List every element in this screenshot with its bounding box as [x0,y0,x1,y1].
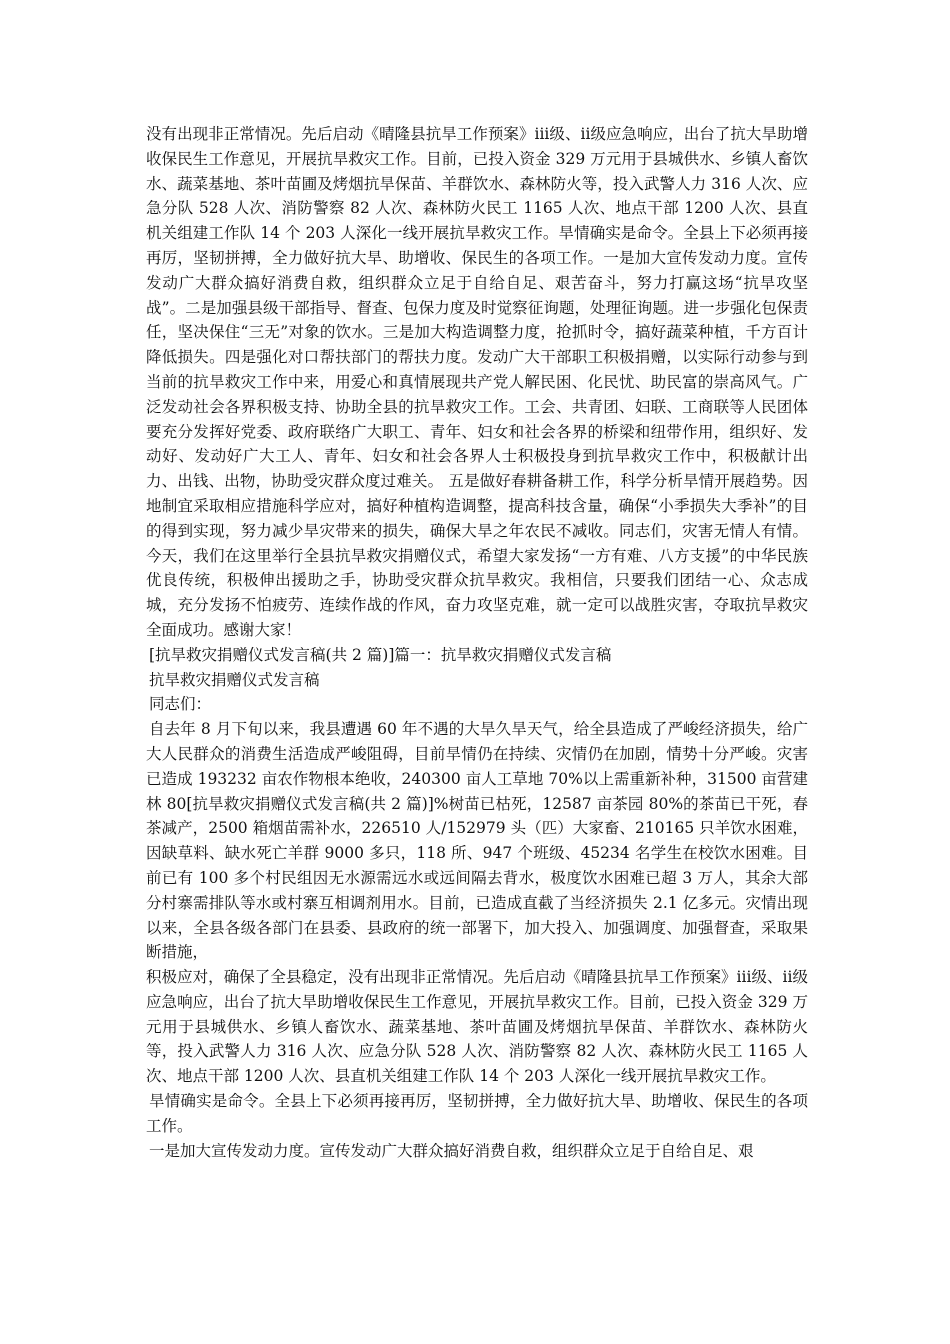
paragraph-article-heading: [抗旱救灾捐赠仪式发言稿(共 2 篇)]篇一：抗旱救灾捐赠仪式发言稿 [149,645,612,664]
document-page [146,122,808,1163]
paragraph-response-measures: 积极应对，确保了全县稳定，没有出现非正常情况。先后启动《晴隆县抗旱工作预案》iii级、ii级应急响应，出台了抗大旱助增收保民生工作意见，开展抗旱救灾工作。目前，已投入资金 329 万元用于县城供水、乡镇人畜饮水、蔬菜基地、茶叶苗圃及烤烟抗旱保苗、羊群饮水、森林防火等，投入武警人力 316 人次、应急分队 528 人次、消防警察 82 人次、森林防火民工 1165 人次、地点干部 1200 人次、县直机关组建工作队 14 个 203 人深化一线开展抗旱救灾工作。 [146,968,808,1086]
paragraph-first-measure: 一是加大宣传发动力度。宣传发动广大群众搞好消费自救，组织群众立足于自给自足、艰 [149,1141,754,1160]
paragraph-speech-title: 抗旱救灾捐赠仪式发言稿 [149,670,320,689]
paragraph-speech-continuation: 没有出现非正常情况。先后启动《晴隆县抗旱工作预案》iii级、ii级应急响应，出台了抗大旱助增收保民生工作意见，开展抗旱救灾工作。目前，已投入资金 329 万元用于县城供水、乡镇人畜饮水、蔬菜基地、茶叶苗圃及烤烟抗旱保苗、羊群饮水、森林防火等，投入武警人力 316 人次、应急分队 528 人次、消防警察 82 人次、森林防火民工 1165 人次、地点干部 1200 人次、县直机关组建工作队 14 个 203 人深化一线开展抗旱救灾工作。旱情确实是命令。全县上下必须再接再厉，坚韧拼搏，全力做好抗大旱、助增收、保民生的各项工作。一是加大宣传发动力度。宣传发动广大群众搞好消费自救，组织群众立足于自给自足、艰苦奋斗，努力打赢这场“抗旱攻坚战”。二是加强县级干部指导、督查、包保力度及时觉察征询题，处理征询题。进一步强化包保责任，坚决保住“三无”对象的饮水。三是加大构造调整力度，抢抓时令，搞好蔬菜种植，千方百计降低损失。四是强化对口帮扶部门的帮扶力度。发动广大干部职工积极捐赠，以实际行动参与到当前的抗旱救灾工作中来，用爱心和真情展现共产党人解民困、化民忧、助民富的崇高风气。广泛发动社会各界积极支持、协助全县的抗旱救灾工作。工会、共青团、妇联、工商联等人民团体要充分发挥好党委、政府联络广大职工、青年、妇女和社会各界的桥梁和纽带作用，组织好、发动好、发动好广大工人、青年、妇女和社会各界人士积极投身到抗旱救灾工作中，积极献计出力、出钱、出物，协助受灾群众度过难关。 五是做好春耕备耕工作，科学分析旱情开展趋势。因地制宜采取相应措施科学应对，搞好种植构造调整，提高科技含量，确保“小季损失大季补”的目的得到实现，努力减少旱灾带来的损失，确保大旱之年农民不减收。同志们，灾害无情人有情。今天，我们在这里举行全县抗旱救灾捐赠仪式，希望大家发扬“一方有难、八方支援”的中华民族优良传统，积极伸出援助之手，协助受灾群众抗旱救灾。我相信，只要我们团结一心、众志成城，充分发扬不怕疲劳、连续作战的作风，奋力攻坚克难，就一定可以战胜灾害，夺取抗旱救灾全面成功。感谢大家！ [146,125,808,639]
paragraph-drought-command: 旱情确实是命令。全县上下必须再接再厉，坚韧拼搏，全力做好抗大旱、助增收、保民生的各项工作。 [146,1092,808,1135]
paragraph-drought-situation: 自去年 8 月下旬以来，我县遭遇 60 年不遇的大旱久旱天气，给全县造成了严峻经济损失，给广大人民群众的消费生活造成严峻阻碍，目前旱情仍在持续、灾情仍在加剧，情势十分严峻。灾害已造成 193232 亩农作物根本绝收，240300 亩人工草地 70%以上需重新补种，31500 亩营建林 80[抗旱救灾捐赠仪式发言稿(共 2 篇)]%树苗已枯死，12587 亩茶园 80%的茶苗已干死，春茶减产，2500 箱烟苗需补水，226510 人/152979 头（匹）大家畜、210165 只羊饮水困难，因缺草料、缺水死亡羊群 9000 多只，118 所、947 个班级、45234 名学生在校饮水困难。目前已有 100 多个村民组因无水源需远水或远间隔去背水，极度饮水困难已超 3 万人，其余大部分村寨需排队等水或村寨互相调剂用水。目前，已造成直截了当经济损失 2.1 亿多元。灾情出现以来，全县各级各部门在县委、县政府的统一部署下，加大投入、加强调度、加强督查，采取果断措施， [146,720,808,962]
paragraph-salutation: 同志们： [149,695,212,714]
